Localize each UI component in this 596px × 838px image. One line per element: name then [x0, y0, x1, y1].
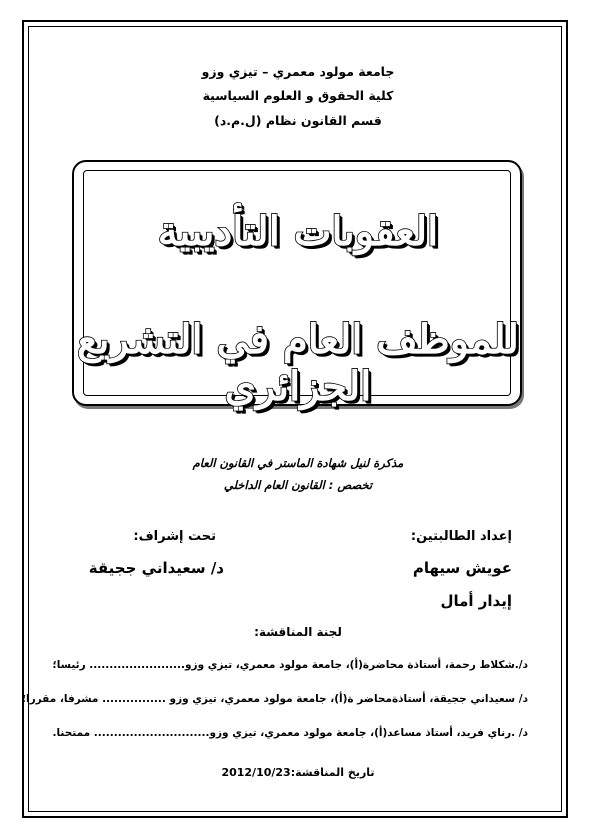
title-line-2: للموظف العام في التشريع الجزائري: [77, 316, 519, 410]
defense-date: تاريخ المناقشة:2012/10/23: [221, 766, 375, 779]
committee-member-3: د/ .رناي فريد، أستاذ مساعد(أ)، جامعة مولود معمري، تيزي وزو............................. ممتحنا.: [52, 727, 528, 739]
supervisor-label: تحت إشراف:: [133, 529, 216, 544]
university-name: جامعة مولود معمري – تيزي وزو: [201, 64, 395, 79]
supervisor-name: د/ سعيداني ججيقة: [88, 559, 224, 577]
student-name-1: عويش سيهام: [412, 559, 512, 577]
thesis-specialty: تخصص : القانون العام الداخلي: [223, 478, 373, 492]
department-name: قسم القانون نظام (ل.م.د): [214, 113, 382, 128]
thesis-purpose: مذكرة لنيل شهادة الماستر في القانون العام: [192, 456, 404, 470]
faculty-name: كلية الحقوق و العلوم السياسية: [202, 88, 394, 103]
committee-label: لجنة المناقشة:: [254, 625, 342, 639]
title-line-1: العقوبات التأديبية: [157, 208, 439, 255]
committee-member-2: د/ سعيداني ججيقة، أستاذةمحاضر ة(أ)، جامعة مولود معمري، تيزي وزو ................ مشرفا، مقررا؛: [21, 693, 528, 705]
student-name-2: إيدار أمال: [440, 592, 512, 610]
committee-member-1: د/.شكلاط رحمة، أستاذة محاضرة(أ)، جامعة مولود معمري، تيزي وزو........................ رئيسا؛: [52, 659, 528, 671]
students-label: إعداد الطالبتين:: [410, 529, 512, 544]
